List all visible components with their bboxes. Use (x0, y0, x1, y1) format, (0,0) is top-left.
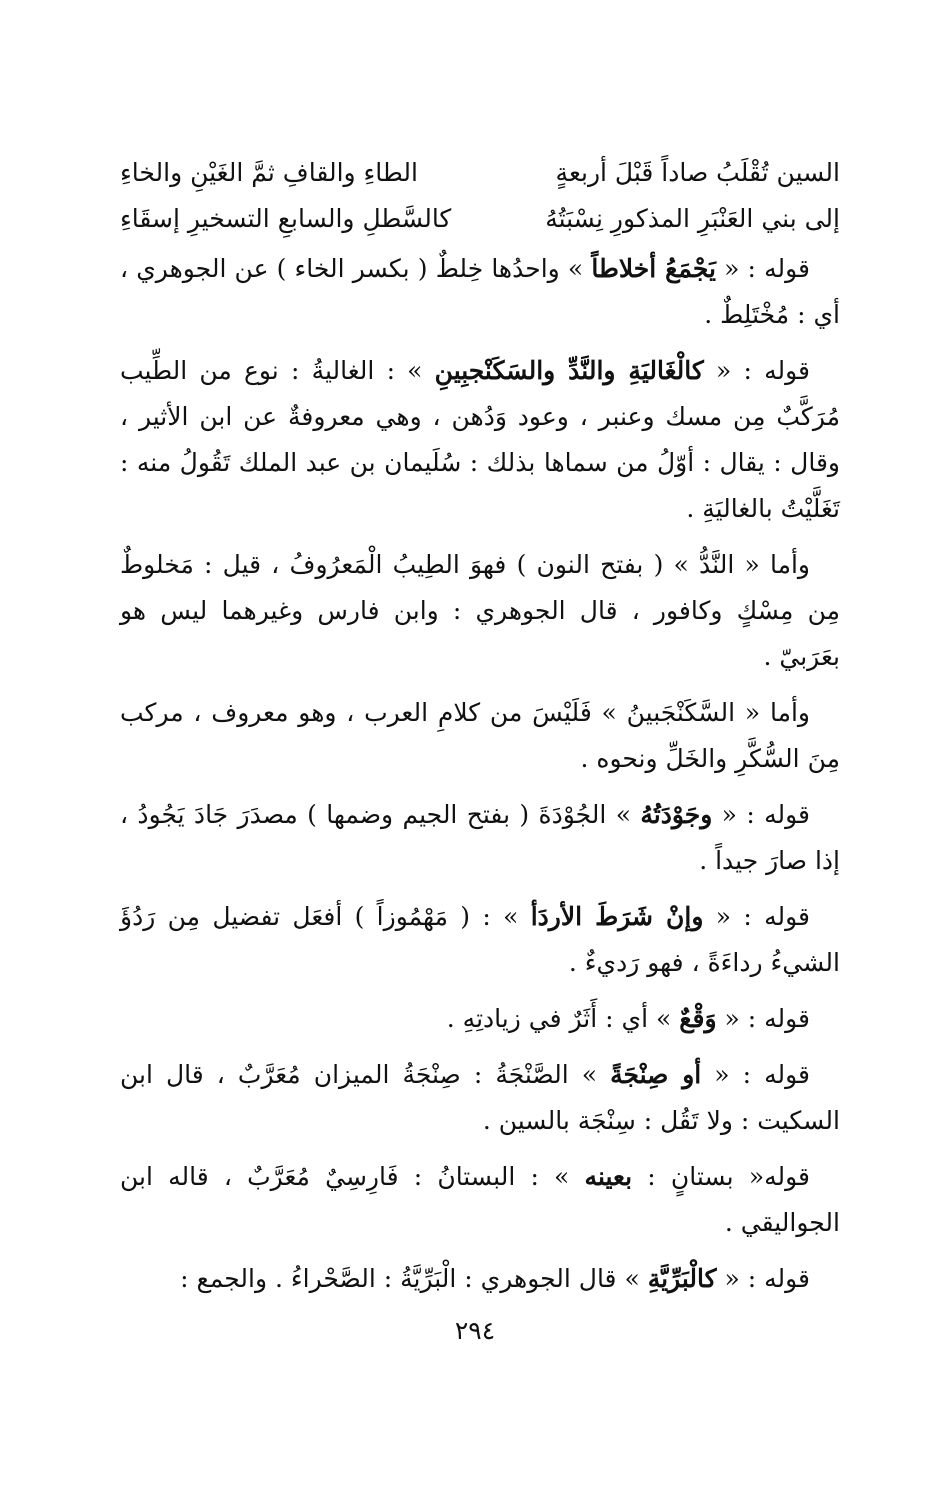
paragraph: قوله : « كالْغَاليَةِ والنَّدِّ والسَكَنْجبِينِ » : الغاليةُ : نوع من الطِّيب مُرَكَّبٌ مِن مسك وعنبر ، وعود وَدُهن ، وهي معروفةٌ عن ابن الأثير ، وقال : يقال : أوّلُ من سماها بذلك : سُلَيمان بن عبد الملك تَقُولُ منه : تَغَلَّيْتُ بالغاليَةِ . (120, 356, 840, 523)
verse-first-hemistich: إلى بني العَنْبَرِ المذكورِ نِسْبَتُهُ (545, 204, 840, 233)
verse-second-hemistich: كالسَّطلِ والسابعِ التسخيرِ إسقَاءِ (120, 204, 452, 233)
headword: يَجْمَعُ أخلاطاً (591, 254, 716, 283)
headword: بعينه (584, 1162, 633, 1191)
paragraph: وأما « النَّدُّ » ( بفتح النون ) فهوَ الطِيبُ الْمَعرُوفُ ، قيل : مَخلوطٌ مِن مِسْكٍ وكافور ، قال الجوهري : وابن فارس وغيرهما ليس هو بعَرَبيّ . (120, 550, 840, 671)
verse-second-hemistich: الطاءِ والقافِ ثمَّ الغَيْنِ والخاءِ (120, 158, 418, 187)
headword: كالْغَاليَةِ والنَّدِّ والسَكَنْجبِينِ (434, 356, 704, 385)
paragraph: قوله : « يَجْمَعُ أخلاطاً » واحدُها خِلطٌ ( بكسر الخاء ) عن الجوهري ، أي : مُخْتَلِطٌ . (120, 254, 840, 329)
verse-first-hemistich: السين تُقْلَبُ صاداً قَبْلَ أربعةٍ (555, 158, 840, 187)
paragraph: قوله : « كالْبَرِّيَّةِ » قال الجوهري : الْبَرِّيَّةُ : الصَّحْراءُ . والجمع : (180, 1264, 810, 1293)
headword: كالْبَرِّيَّةِ (647, 1264, 717, 1293)
paragraph: قوله : « وإنْ شَرَطَ الأردَأ » : ( مَهْمُوزاً ) أفعَل تفضيل مِن رَدُؤَ الشيءُ رداءَةً ، فهو رَديءٌ . (120, 902, 840, 977)
verse-line (120, 196, 840, 242)
paragraph: قوله : « وَقْعٌ » أي : أَثَرٌ في زيادتِهِ . (446, 1004, 810, 1033)
headword: وإنْ شَرَطَ الأردَأ (530, 902, 704, 931)
page-number: ٢٩٤ (454, 1316, 496, 1345)
body-text (120, 150, 840, 1312)
headword: وجَوْدَتُهُ (640, 800, 713, 829)
paragraph: وأما « السَّكَنْجَبينُ » فَلَيْسَ من كلامِ العرب ، وهو معروف ، مركب مِنَ السُّكَّرِ والخَلِّ ونحوه . (120, 698, 840, 773)
verse-line (120, 150, 840, 196)
headword: أو صِنْجَةً (610, 1060, 702, 1089)
headword: وَقْعٌ (679, 1004, 717, 1033)
paragraph: قوله« بستانٍ : بعينه » : البستانُ : فَارِسِيٌ مُعَرَّبٌ ، قاله ابن الجواليقي . (120, 1162, 840, 1237)
paragraph: قوله : « وجَوْدَتُهُ » الجُوْدَةَ ( بفتح الجيم وضمها ) مصدَرَ جَادَ يَجُودُ ، إذا صارَ جيداً . (120, 800, 840, 875)
poem (120, 150, 840, 242)
paragraph: قوله : « أو صِنْجَةً » الصَّنْجَةُ : صِنْجَةُ الميزان مُعَرَّبٌ ، قال ابن السكيت : ولا تَقُل : سِنْجَة بالسين . (120, 1060, 840, 1135)
